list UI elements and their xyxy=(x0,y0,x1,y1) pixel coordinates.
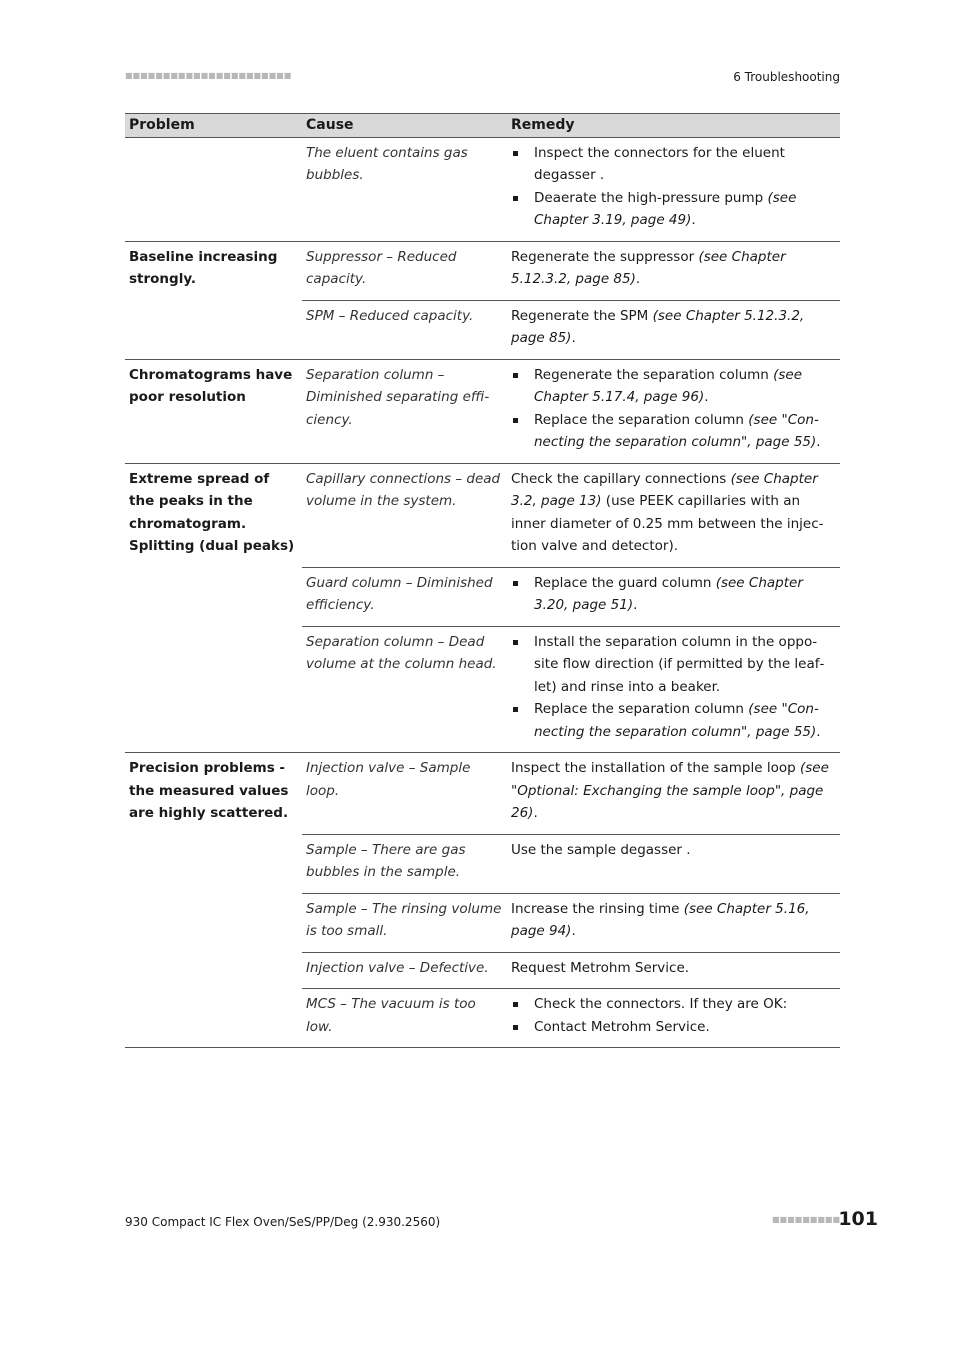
remedy-text: . xyxy=(704,389,709,405)
cause-cell: The eluent contains gas bubbles. xyxy=(302,137,507,241)
remedy-text: Replace the guard column xyxy=(534,574,716,591)
remedy-reference: (see "Optional: Exchanging the sample loop", page 26) xyxy=(511,760,829,821)
remedy-reference: (see Chapter 5.12.3.2, page 85) xyxy=(511,307,805,346)
remedy-text: (use PEEK capillaries with an inner diameter of 0.25 mm between the injection valve and detector). xyxy=(511,493,824,554)
table-row xyxy=(125,359,840,463)
remedy-reference: (see "Connecting the separation column", page 55) xyxy=(534,411,819,450)
cause-cell: Capillary connections – dead volume in the system. xyxy=(302,463,507,567)
remedy-bullet xyxy=(511,409,836,454)
troubleshooting-table xyxy=(125,113,840,1048)
table-header-row xyxy=(125,114,840,138)
remedy-text: Inspect the installation of the sample loop xyxy=(511,760,800,776)
problem-cell xyxy=(125,137,302,241)
table-row xyxy=(125,753,840,835)
remedy-text: . xyxy=(691,212,696,228)
problem-cell: Baseline increasing strongly. xyxy=(125,241,302,359)
remedy-cell xyxy=(507,359,840,463)
table-row xyxy=(125,137,840,241)
remedy-reference: (see Chapter 5.17.4, page 96) xyxy=(534,366,803,405)
footer-decoration: ■■■■■■■■■ xyxy=(772,1215,841,1224)
cause-cell: SPM – Reduced capacity. xyxy=(302,300,507,359)
remedy-cell xyxy=(507,241,840,300)
chapter-title: 6 Troubleshooting xyxy=(733,70,840,84)
remedy-text: Regenerate the separation column xyxy=(534,366,774,383)
cause-cell: Injection valve – Sample loop. xyxy=(302,753,507,835)
remedy-bullet xyxy=(511,631,836,699)
remedy-cell: Request Metrohm Service. xyxy=(507,952,840,989)
remedy-bullet xyxy=(511,572,836,617)
cause-cell: Injection valve – Defective. xyxy=(302,952,507,989)
cause-cell: Suppressor – Reduced capacity. xyxy=(302,241,507,300)
remedy-text: . xyxy=(633,597,638,613)
remedy-text: . xyxy=(816,434,821,450)
cause-cell: Separation column – Diminished separating efficiency. xyxy=(302,359,507,463)
remedy-cell xyxy=(507,463,840,567)
cause-cell: Guard column – Diminished efficiency. xyxy=(302,567,507,626)
remedy-bullet xyxy=(511,698,836,743)
remedy-text: Inspect the connectors for the eluent degasser . xyxy=(534,144,785,183)
remedy-reference: (see Chapter 5.16, page 94) xyxy=(511,900,810,939)
table-row xyxy=(125,463,840,567)
cause-cell: Separation column – Dead volume at the column head. xyxy=(302,626,507,753)
remedy-text: Replace the separation column xyxy=(534,701,749,717)
remedy-reference: (see "Connecting the separation column", page 55) xyxy=(534,701,819,740)
remedy-reference: (see Chapter 5.12.3.2, page 85) xyxy=(511,248,786,287)
remedy-reference: (see Chapter 3.20, page 51) xyxy=(534,574,803,613)
remedy-text: Increase the rinsing time xyxy=(511,900,684,917)
problem-cell: Chromatograms have poor resolution xyxy=(125,359,302,463)
cause-cell: Sample – The rinsing volume is too small. xyxy=(302,893,507,952)
remedy-bullet xyxy=(511,142,836,187)
table-row xyxy=(125,241,840,300)
remedy-cell xyxy=(507,893,840,952)
cause-cell: MCS – The vacuum is too low. xyxy=(302,989,507,1048)
header-problem: Problem xyxy=(125,114,302,138)
remedy-text: Check the capillary connections xyxy=(511,470,731,487)
remedy-text: Install the separation column in the opposite flow direction (if permitted by the leaflet) and rinse into a beaker. xyxy=(534,633,825,695)
document-title: 930 Compact IC Flex Oven/SeS/PP/Deg (2.930.2560) xyxy=(125,1215,441,1229)
cause-cell: Sample – There are gas bubbles in the sample. xyxy=(302,834,507,893)
remedy-bullet xyxy=(511,364,836,409)
remedy-text: Check the connectors. If they are OK: xyxy=(534,996,788,1012)
remedy-bullet xyxy=(511,187,836,232)
remedy-cell xyxy=(507,137,840,241)
remedy-text: . xyxy=(571,330,576,346)
remedy-text: . xyxy=(816,723,821,740)
problem-cell: Extreme spread of the peaks in the chromatogram. Splitting (dual peaks) xyxy=(125,463,302,753)
remedy-reference: (see Chapter 3.19, page 49) xyxy=(534,189,797,228)
header-cause: Cause xyxy=(302,114,507,138)
remedy-reference: (see Chapter 3.2, page 13) xyxy=(511,470,818,509)
remedy-text: . xyxy=(533,805,538,821)
remedy-text: . xyxy=(635,271,641,287)
remedy-text: Deaerate the high-pressure pump xyxy=(534,189,768,206)
remedy-text: Regenerate the suppressor xyxy=(511,248,699,265)
header-remedy: Remedy xyxy=(507,114,840,138)
remedy-cell xyxy=(507,300,840,359)
page-number: 101 xyxy=(838,1208,878,1230)
problem-cell: Precision problems - the measured values are highly scattered. xyxy=(125,753,302,1048)
remedy-text: Replace the separation column xyxy=(534,411,749,428)
remedy-cell xyxy=(507,567,840,626)
remedy-cell xyxy=(507,989,840,1048)
remedy-text: Regenerate the SPM xyxy=(511,307,653,324)
remedy-bullet xyxy=(511,993,836,1016)
remedy-cell xyxy=(507,626,840,753)
header-decoration: ■■■■■■■■■■■■■■■■■■■■■■ xyxy=(125,71,292,80)
remedy-text: . xyxy=(571,923,576,939)
remedy-bullet xyxy=(511,1016,836,1039)
remedy-cell: Use the sample degasser . xyxy=(507,834,840,893)
remedy-text: Contact Metrohm Service. xyxy=(534,1018,710,1035)
remedy-cell xyxy=(507,753,840,835)
